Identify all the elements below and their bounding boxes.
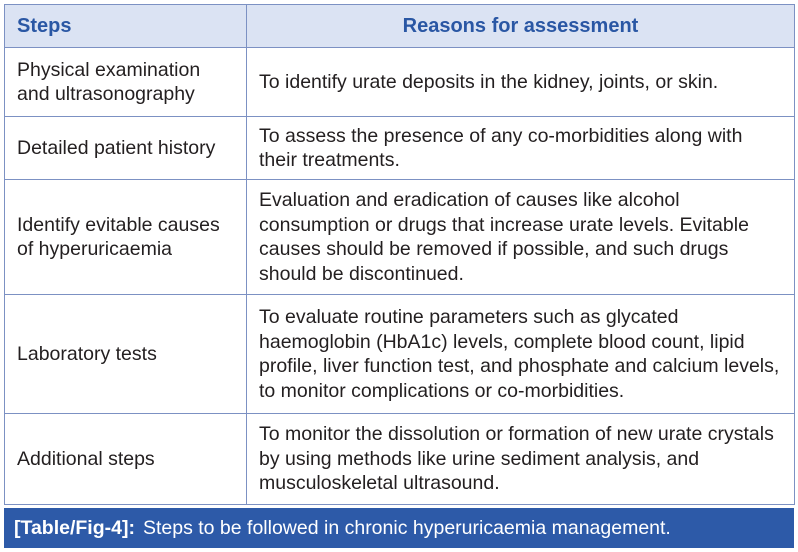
table-row: [5, 117, 795, 180]
header-steps: Steps: [5, 5, 247, 48]
table-row: [5, 180, 795, 295]
reason-cell: To assess the presence of any co-morbidities along with their treatments.: [247, 117, 795, 180]
table-row: [5, 295, 795, 414]
caption-label: [Table/Fig-4]:: [14, 516, 135, 539]
figure-container: [4, 4, 794, 548]
table-row: [5, 48, 795, 117]
reason-cell: To monitor the dissolution or formation of new urate crystals by using methods like urine sediment analysis, and musculoskeletal ultrasound.: [247, 414, 795, 505]
header-reasons: Reasons for assessment: [247, 5, 795, 48]
step-cell: Identify evitable causes of hyperuricaemia: [5, 180, 247, 295]
table-row: [5, 414, 795, 505]
step-cell: Laboratory tests: [5, 295, 247, 414]
table-header-row: [5, 5, 795, 48]
step-cell: Additional steps: [5, 414, 247, 505]
steps-table: [4, 4, 795, 505]
reason-cell: To identify urate deposits in the kidney, joints, or skin.: [247, 48, 795, 117]
step-cell: Detailed patient history: [5, 117, 247, 180]
reason-cell: Evaluation and eradication of causes like alcohol consumption or drugs that increase urate levels. Evitable causes should be removed if possible, and such drugs should be discontinued.: [247, 180, 795, 295]
caption-text: Steps to be followed in chronic hyperuricaemia management.: [142, 516, 671, 539]
reason-cell: To evaluate routine parameters such as glycated haemoglobin (HbA1c) levels, complete blood count, lipid profile, liver function test, and phosphate and calcium levels, to monitor complications or co-morbidities.: [247, 295, 795, 414]
figure-caption: [4, 508, 794, 548]
step-cell: Physical examination and ultrasonography: [5, 48, 247, 117]
